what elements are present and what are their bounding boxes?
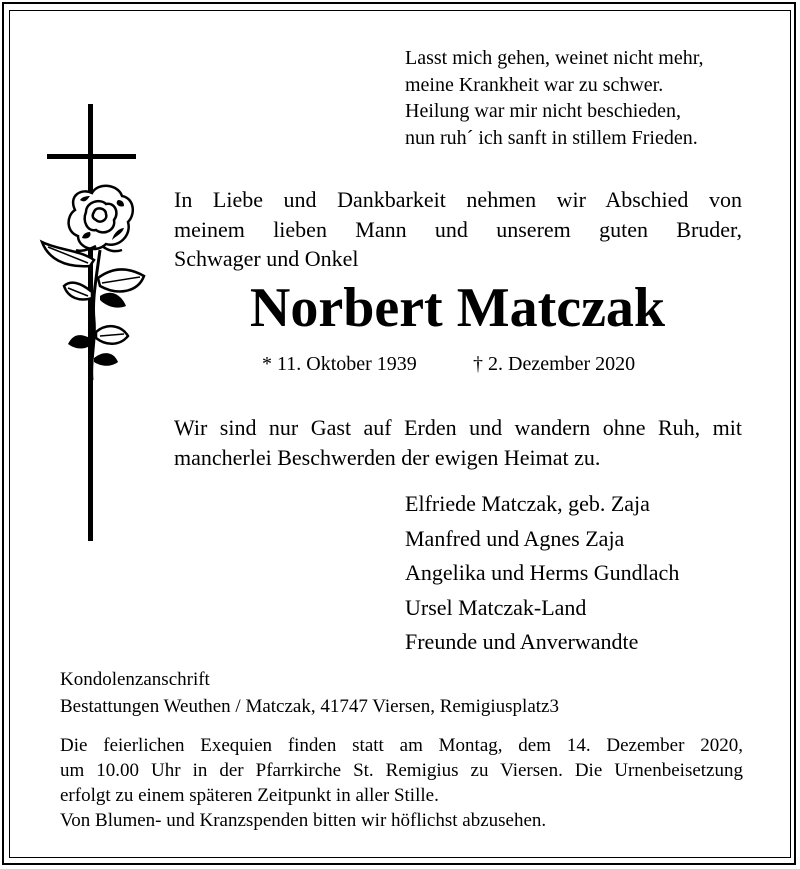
poem [405,45,704,151]
deceased-name: Norbert Matczak [249,277,666,339]
mourner-name: Manfred und Agnes Zaja [405,525,625,551]
mourners-list [405,487,679,660]
mourner-name: Freunde und Anverwandte [405,629,639,654]
intro-line: meinem lieben Mann und unserem guten Bruder, [174,216,742,242]
verse-text [174,413,742,473]
condolence-line: Bestattungen Weuthen / Matczak, 41747 Viersen, Remigiusplatz3 [60,696,559,717]
service-line: Von Blumen- und Kranzspenden bitten wir höflichst abzusehen. [60,810,547,831]
mourner-name: Angelika und Herms Gundlach [405,560,680,585]
service-line: Die feierlichen Exequien finden statt am Montag, dem 14. Dezember 2020, [60,735,743,756]
service-info [60,733,743,833]
condolence-heading: Kondolenzanschrift [60,669,210,690]
poem-line: nun ruh´ ich sanft in stillem Frieden. [405,126,698,149]
poem-line: Lasst mich gehen, weinet nicht mehr, [405,47,704,69]
intro-line: Schwager und Onkel [174,246,359,271]
mourner-name: Ursel Matczak-Land [405,594,587,620]
intro-text [174,185,742,274]
verse-line: Wir sind nur Gast auf Erden und wandern ohne Ruh, mit [174,415,742,440]
poem-line: meine Krankheit war zu schwer. [405,73,664,96]
service-line: um 10.00 Uhr in der Pfarrkirche St. Remigius zu Viersen. Die Urnenbeisetzung [60,760,743,781]
intro-line: In Liebe und Dankbarkeit nehmen wir Abschied von [174,187,742,212]
service-line: erfolgt zu einem späteren Zeitpunkt in aller Stille. [60,785,439,806]
birth-date: * 11. Oktober 1939 [262,353,417,375]
poem-line: Heilung war mir nicht beschieden, [405,100,682,122]
verse-line: mancherlei Beschwerden der ewigen Heimat zu. [174,445,601,470]
mourner-name: Elfriede Matczak, geb. Zaja [405,491,650,516]
condolence-address [60,666,559,720]
death-date: † 2. Dezember 2020 [473,353,636,375]
